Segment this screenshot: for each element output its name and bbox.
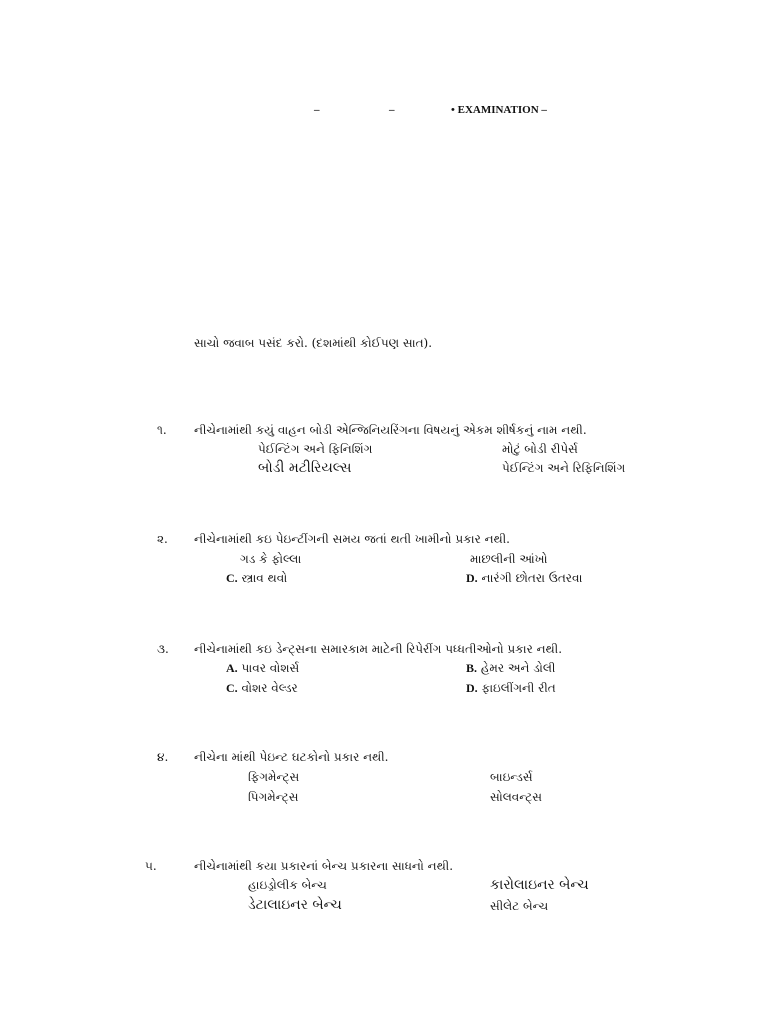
question-number: ૧. [157, 423, 167, 437]
option-a [226, 662, 299, 674]
option-d: પેઈન્ટિંગ અને રિફિનિશિંગ [502, 461, 626, 475]
option-b: કારોલાઇનર બેન્ચ [490, 877, 589, 893]
question-number: ૨. [157, 532, 168, 546]
option-text: હેમર અને ડોલી [480, 661, 556, 675]
question-number: ૫. [145, 859, 157, 873]
option-c [226, 682, 298, 694]
header-dash-2: – [389, 104, 395, 116]
option-d: સીલેટ બેન્ચ [490, 899, 549, 913]
option-text: વોશર વેલ્ડર [241, 681, 298, 695]
option-d: સોલવન્ટ્સ [490, 790, 542, 804]
instruction-text: સાચો જવાબ પસંદ કરો. (દશમાંથી કોઈપણ સાત). [194, 336, 433, 350]
option-a: પેઈન્ટિંગ અને ફિનિશિંગ [258, 442, 373, 456]
option-label: A. [226, 661, 238, 675]
option-b: બાઇન્ડર્સ [490, 770, 533, 784]
option-a: હાઇડ્રોલીક બેન્ચ [248, 878, 327, 892]
question-text: નીચેના માંથી પેઇન્ટ ઘટકોનો પ્રકાર નથી. [194, 750, 389, 764]
question-number: ૪. [157, 750, 169, 764]
option-text: પાવર વોશર્સ [241, 661, 300, 675]
option-label: D. [466, 681, 478, 695]
option-label: B. [466, 661, 478, 675]
option-label: C. [226, 681, 238, 695]
option-b: મોટું બોડી રીપેર્સ [502, 442, 578, 456]
option-c: પિગમેન્ટ્સ [248, 790, 299, 804]
option-c: બોડી મટીરિયલ્સ [258, 460, 352, 476]
option-b [466, 662, 555, 674]
option-label: D. [466, 571, 478, 585]
option-a: ગડ કે ફોલ્લા [240, 552, 302, 566]
question-text: નીચેનામાંથી કયું વાહન બોડી એન્જિનિયરિંગના વિષયનું એકમ શીર્ષકનું નામ નથી. [194, 423, 587, 437]
option-c: ડેટાલાઇનર બેન્ચ [248, 897, 342, 913]
option-d [466, 572, 582, 584]
option-d [466, 682, 556, 694]
question-text: નીચેનામાંથી કયા પ્રકારનાં બેન્ચ પ્રકારના સાધનો નથી. [194, 859, 454, 873]
header-dash-1: – [314, 104, 320, 116]
question-number: ૩. [157, 642, 169, 656]
question-text: નીચેનામાંથી કઇ પેઇન્ટીંગની સમય જતાં થતી ખામીનો પ્રકાર નથી. [194, 532, 510, 546]
option-text: સ્ત્રાવ થવો [241, 571, 288, 585]
option-c [226, 572, 287, 584]
header-exam-title: • EXAMINATION – [451, 104, 547, 116]
option-a: ફિગમેન્ટ્સ [248, 770, 300, 784]
option-label: C. [226, 571, 238, 585]
option-b: માછલીની આંખો [470, 552, 548, 566]
option-text: ફાઇલીંગની રીત [481, 681, 556, 695]
question-text: નીચેનામાંથી કઇ ડેન્ટ્સના સમારકામ માટેની રિપેરીંગ પધ્ધતીઓનો પ્રકાર નથી. [194, 642, 563, 656]
option-text: નારંગી છોતરા ઉતરવા [481, 571, 583, 585]
